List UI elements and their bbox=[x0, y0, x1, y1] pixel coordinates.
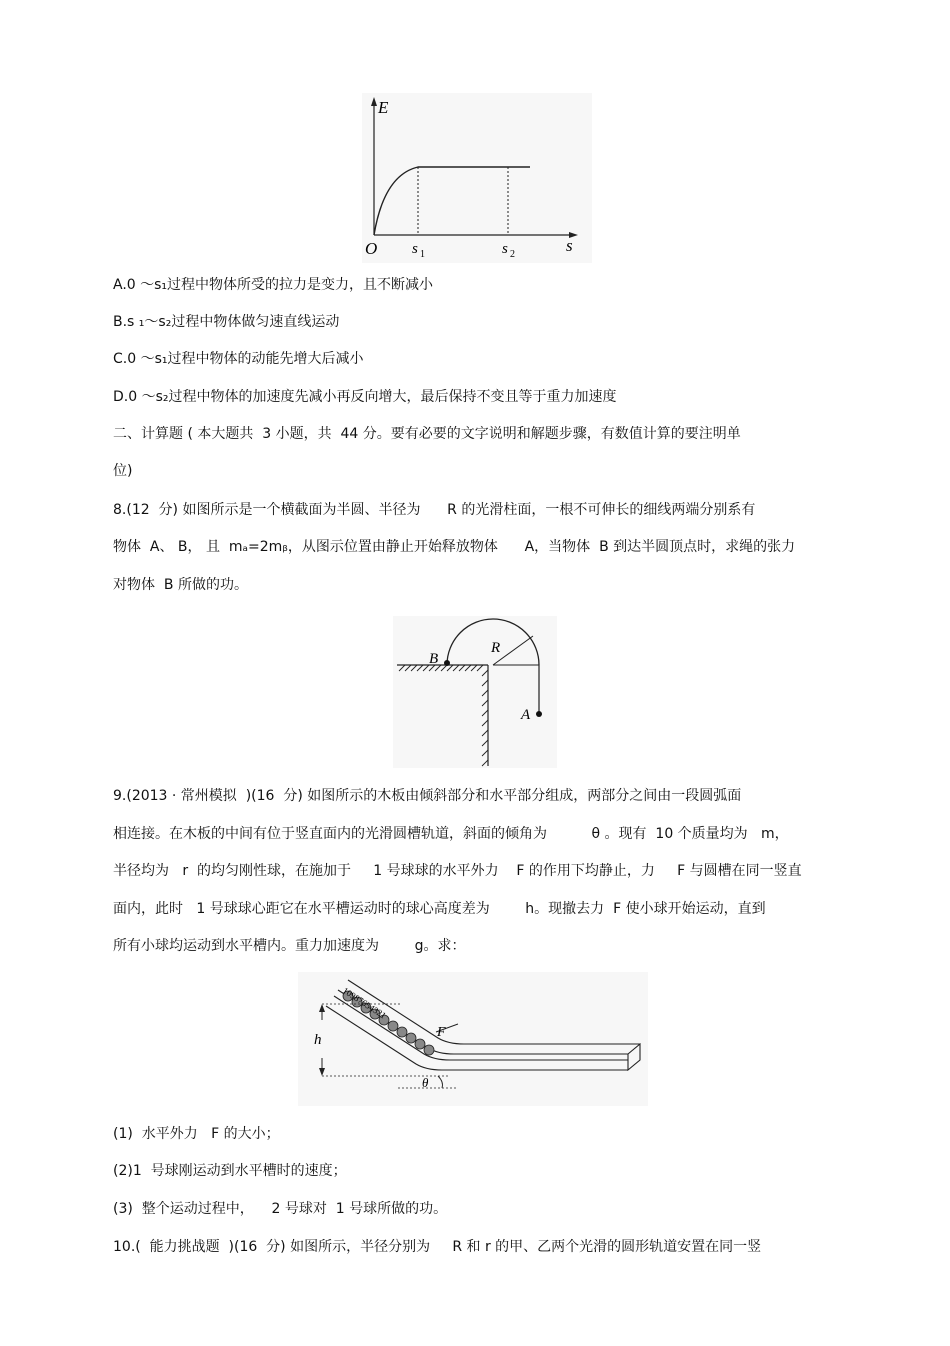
energy-displacement-svg bbox=[362, 93, 592, 263]
q10-line1: 10.( 能力挑战题 )(16 分) 如图所示，半径分别为 R 和 r 的甲、乙两个光滑的圆形轨道安置在同一竖 bbox=[113, 1239, 762, 1255]
q9-part3: (3) 整个运动过程中， 2 号球对 1 号球所做的功。 bbox=[113, 1201, 448, 1217]
option-b: B.s ₁～s₂过程中物体做匀速直线运动 bbox=[113, 314, 340, 330]
label-h: h bbox=[314, 1032, 322, 1048]
label-a: A bbox=[521, 707, 531, 723]
label-b: B bbox=[429, 651, 439, 667]
ball bbox=[424, 1045, 434, 1055]
q8-line3: 对物体 B 所做的功。 bbox=[113, 577, 248, 593]
h-arrow-top-icon bbox=[319, 1004, 325, 1012]
q9-part2: (2)1 号球刚运动到水平槽时的速度； bbox=[113, 1163, 347, 1179]
object-b bbox=[444, 660, 450, 666]
q9-line4: 面内，此时 1 号球球心距它在水平槽运动时的球心高度差为 h。现撤去力 F 使小球开始运动，直到 bbox=[113, 901, 766, 917]
q9-line1: 9.(2013 · 常州模拟 )(16 分) 如图所示的木板由倾斜部分和水平部分组成，两部分之间由一段圆弧面 bbox=[113, 788, 742, 804]
q9-line5: 所有小球均运动到水平槽内。重力加速度为 g。求： bbox=[113, 938, 466, 954]
origin-label: O bbox=[365, 239, 378, 258]
s2-subscript: 2 bbox=[510, 249, 515, 260]
h-arrow-bottom-icon bbox=[319, 1068, 325, 1076]
label-f: F bbox=[437, 1025, 446, 1040]
label-r: R bbox=[491, 640, 501, 656]
ground-hatching bbox=[399, 665, 483, 671]
ball bbox=[415, 1039, 425, 1049]
ball-numbers: 10987654321 bbox=[340, 985, 388, 1021]
ball bbox=[388, 1021, 398, 1031]
wall-hatching bbox=[482, 670, 488, 766]
e-axis-label: E bbox=[378, 98, 389, 117]
ball bbox=[397, 1027, 407, 1037]
q8-line1: 8.(12 分) 如图所示是一个横截面为半圆、半径为 R 的光滑柱面，一根不可伸长的细线两端分别系有 bbox=[113, 502, 756, 518]
energy-displacement-graph bbox=[362, 93, 592, 263]
semicircle-svg bbox=[393, 616, 557, 768]
option-c: C.0 ～s₁过程中物体的动能先增大后减小 bbox=[113, 351, 364, 367]
q9-line2: 相连接。在木板的中间有位于竖直面内的光滑圆槽轨道，斜面的倾角为 θ 。现有 10 个质量均为 m， bbox=[113, 826, 789, 842]
q9-part1: (1) 水平外力 F 的大小； bbox=[113, 1126, 280, 1142]
semicircle-figure bbox=[393, 616, 557, 768]
option-a: A.0 ～s₁过程中物体所受的拉力是变力，且不断减小 bbox=[113, 277, 434, 293]
object-a bbox=[536, 711, 542, 717]
ball-track-figure bbox=[298, 972, 648, 1106]
q9-line3: 半径均为 r 的均匀刚性球，在施加于 1 号球球的水平外力 F 的作用下均静止，力 F 与圆槽在同一竖直 bbox=[113, 863, 802, 879]
track-top-edge bbox=[348, 980, 640, 1044]
s2-tick-label: s bbox=[502, 241, 508, 257]
s1-subscript: 1 bbox=[420, 249, 425, 260]
ball-track-svg bbox=[298, 972, 648, 1106]
section-heading-line2: 位) bbox=[113, 463, 133, 479]
s-axis-label: s bbox=[566, 236, 573, 255]
e-axis-arrow-icon bbox=[371, 97, 377, 106]
q8-line2: 物体 A、 B， 且 mₐ=2mᵦ，从图示位置由静止开始释放物体 A，当物体 B 到达半圆顶点时，求绳的张力 bbox=[113, 539, 796, 555]
section-heading-line1: 二、计算题 ( 本大题共 3 小题，共 44 分。要有必要的文字说明和解题步骤，有数值计算的要注明单 bbox=[113, 426, 741, 442]
label-theta: θ bbox=[422, 1075, 429, 1090]
theta-arc bbox=[438, 1076, 443, 1088]
track-end-face bbox=[628, 1044, 640, 1070]
energy-curve bbox=[374, 167, 530, 235]
ball bbox=[406, 1033, 416, 1043]
option-d: D.0 ～s₂过程中物体的加速度先减小再反向增大，最后保持不变且等于重力加速度 bbox=[113, 389, 617, 405]
s1-tick-label: s bbox=[412, 241, 418, 257]
